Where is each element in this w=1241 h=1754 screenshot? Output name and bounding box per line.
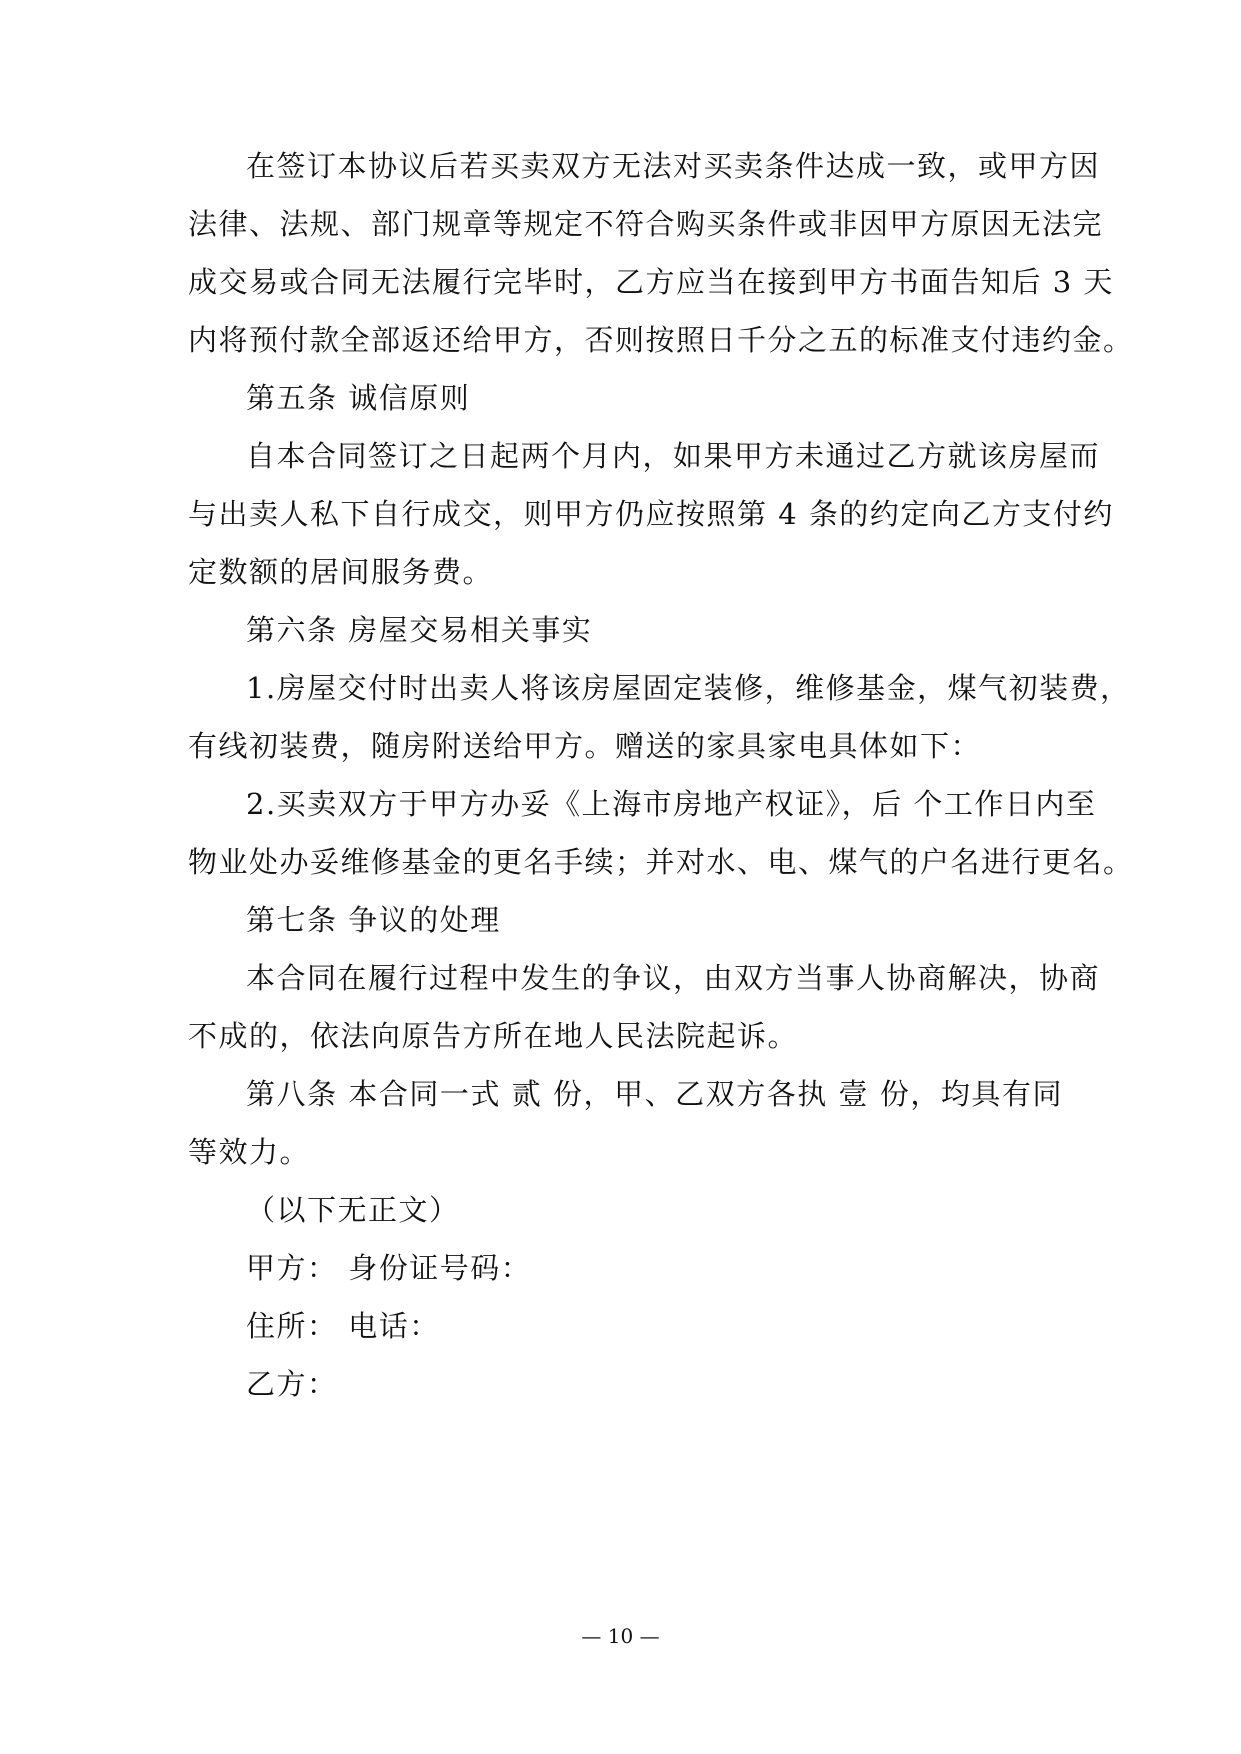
paragraph-line: 等效力。 — [188, 1135, 311, 1169]
paragraph-line: 有线初装费，随房附送给甲方。赠送的家具家电具体如下： — [188, 729, 982, 763]
paragraph-line: 自本合同签订之日起两个月内，如果甲方未通过乙方就该房屋而 — [246, 439, 1101, 473]
paragraph-line: 1.房屋交付时出卖人将该房屋固定装修，维修基金，煤气初装费， — [246, 671, 1131, 705]
paragraph-line: 成交易或合同无法履行完毕时，乙方应当在接到甲方书面告知后 3 天 — [188, 265, 1114, 299]
paragraph-line: 内将预付款全部返还给甲方，否则按照日千分之五的标准支付违约金。 — [188, 323, 1134, 357]
paragraph-line: 不成的，依法向原告方所在地人民法院起诉。 — [188, 1019, 799, 1053]
end-of-text-note: （以下无正文） — [246, 1193, 460, 1227]
section-heading: 第五条 诚信原则 — [246, 381, 471, 415]
paragraph-line: 物业处办妥维修基金的更名手续；并对水、电、煤气的户名进行更名。 — [188, 845, 1134, 879]
paragraph-line: 法律、法规、部门规章等规定不符合购买条件或非因甲方原因无法完 — [188, 207, 1104, 241]
address-line: 住所： 电话： — [246, 1309, 440, 1343]
paragraph-line: 与出卖人私下自行成交，则甲方仍应按照第 4 条的约定向乙方支付约 — [188, 497, 1114, 531]
paragraph-line: 定数额的居间服务费。 — [188, 555, 494, 589]
page-number: — 10 — — [581, 1624, 660, 1648]
party-a-line: 甲方： 身份证号码： — [246, 1251, 532, 1285]
section-heading: 第六条 房屋交易相关事实 — [246, 613, 593, 647]
section-heading: 第七条 争议的处理 — [246, 903, 501, 937]
party-b-line: 乙方： — [246, 1367, 338, 1401]
paragraph-line: 2.买卖双方于甲方办妥《上海市房地产权证》，后 个工作日内至 — [246, 787, 1097, 821]
paragraph-line: 在签订本协议后若买卖双方无法对买卖条件达成一致，或甲方因 — [246, 149, 1101, 183]
section-heading: 第八条 本合同一式 贰 份，甲、乙双方各执 壹 份，均具有同 — [246, 1077, 1063, 1111]
paragraph-line: 本合同在履行过程中发生的争议，由双方当事人协商解决，协商 — [246, 961, 1101, 995]
